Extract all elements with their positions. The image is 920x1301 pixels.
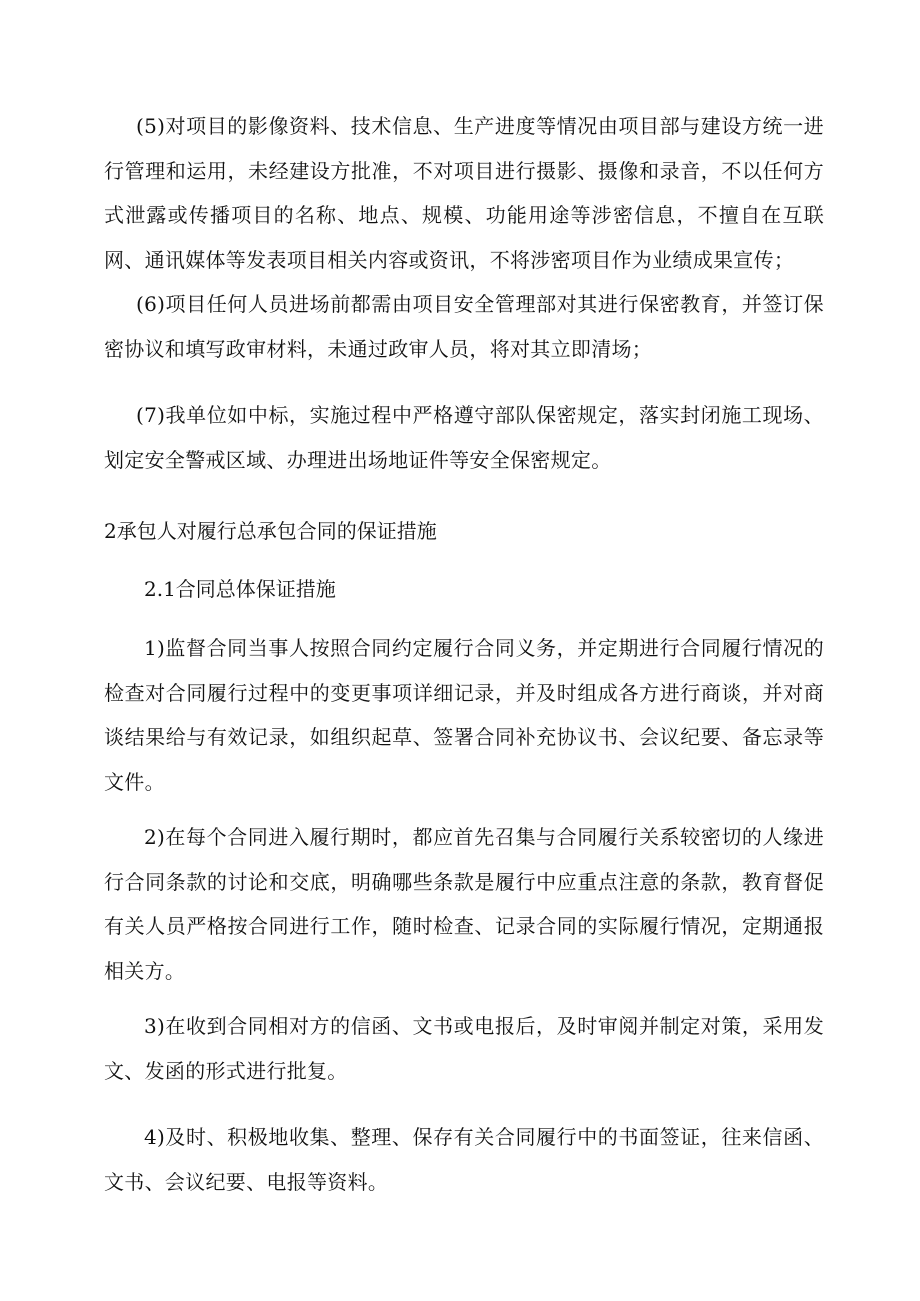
item-3: 3)在收到合同相对方的信函、文书或电报后，及时审阅并制定对策，采用发文、发函的形式进行批复。 (104, 1014, 824, 1083)
section-2-heading: 2承包人对履行总承包合同的保证措施 (104, 519, 437, 543)
paragraph-6: (6)项目任何人员进场前都需由项目安全管理部对其进行保密教育，并签订保密协议和填写政审材料，未通过政审人员，将对其立即清场； (104, 292, 824, 361)
item-4: 4)及时、积极地收集、整理、保存有关合同履行中的书面签证，往来信函、文书、会议纪要、电报等资料。 (104, 1125, 824, 1194)
item-2: 2)在每个合同进入履行期时，都应首先召集与合同履行关系较密切的人缘进行合同条款的讨论和交底，明确哪些条款是履行中应重点注意的条款，教育督促有关人员严格按合同进行工作，随时检查、记录合同的实际履行情况，定期通报相关方。 (104, 825, 824, 983)
section-2-1-heading: 2.1合同总体保证措施 (144, 577, 336, 601)
paragraph-5: (5)对项目的影像资料、技术信息、生产进度等情况由项目部与建设方统一进行管理和运用，未经建设方批准，不对项目进行摄影、摄像和录音，不以任何方式泄露或传播项目的名称、地点、规模、功能用途等涉密信息，不擅自在互联网、通讯媒体等发表项目相关内容或资讯，不将涉密项目作为业绩成果宣传； (104, 114, 824, 272)
paragraph-7: (7)我单位如中标，实施过程中严格遵守部队保密规定，落实封闭施工现场、划定安全警戒区域、办理进出场地证件等安全保密规定。 (104, 403, 824, 472)
item-1: 1)监督合同当事人按照合同约定履行合同义务，并定期进行合同履行情况的检查对合同履行过程中的变更事项详细记录，并及时组成各方进行商谈，并对商谈结果给与有效记录，如组织起草、签署合同补充协议书、会议纪要、备忘录等文件。 (104, 636, 824, 794)
